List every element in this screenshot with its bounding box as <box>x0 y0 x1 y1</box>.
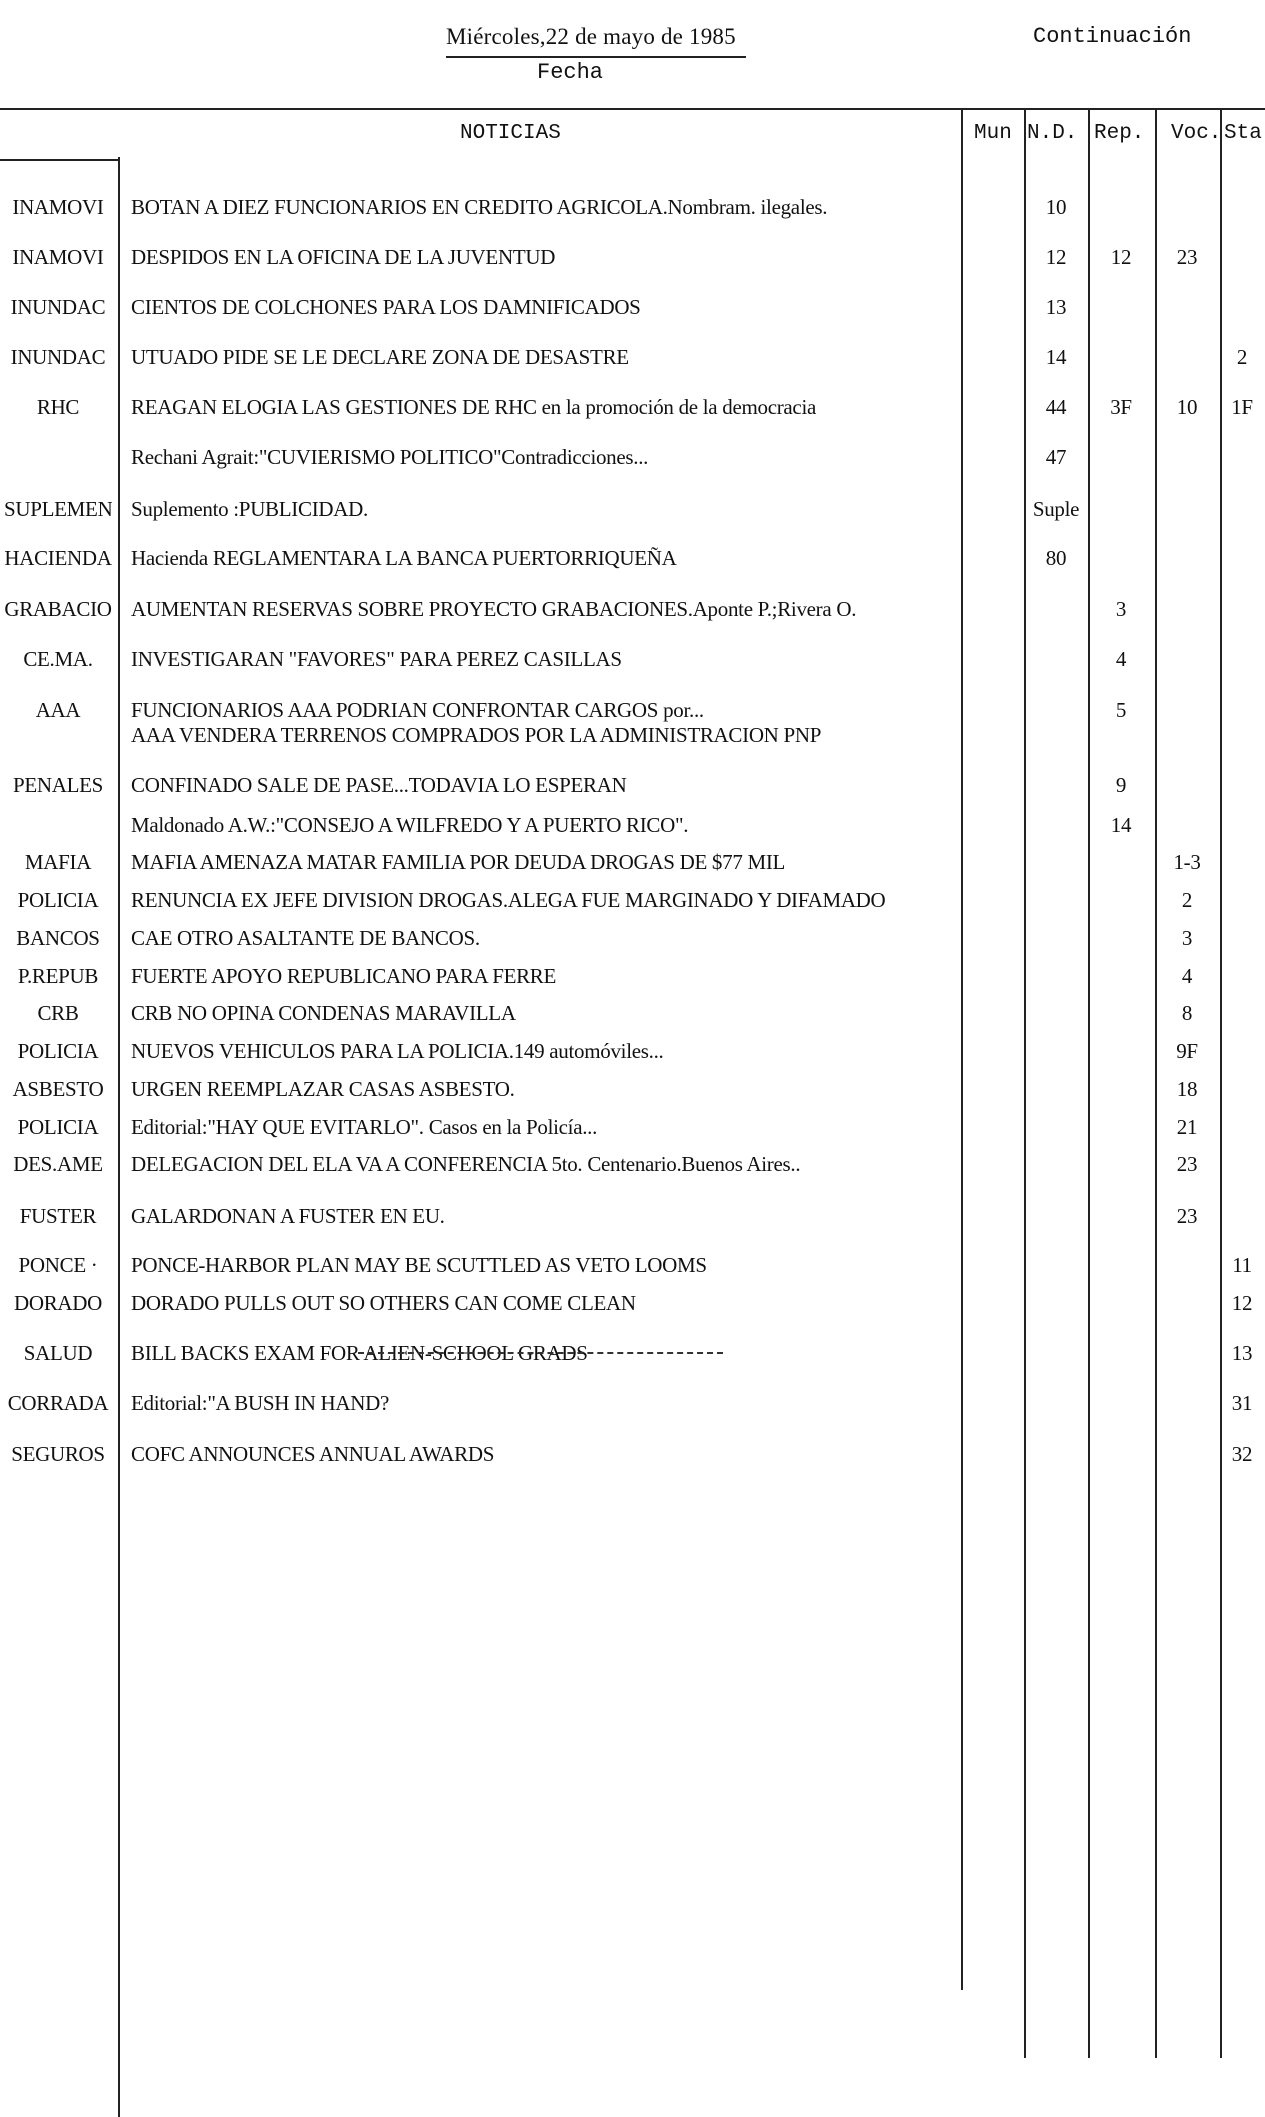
sta-cell: 2 <box>1236 345 1248 369</box>
table-row <box>0 697 1265 757</box>
news-cell-second-line: AAA VENDERA TERRENOS COMPRADOS POR LA ADMINISTRACION PNP <box>131 723 822 747</box>
voc-cell: 3 <box>1181 926 1193 950</box>
voc-cell: 23 <box>1176 1152 1198 1176</box>
topic-cell: BANCOS <box>16 926 100 950</box>
topic-cell: SALUD <box>23 1341 93 1365</box>
rep-cell: 14 <box>1110 813 1132 837</box>
sta-cell: 1F <box>1231 395 1253 419</box>
news-cell: CONFINADO SALE DE PASE...TODAVIA LO ESPERAN <box>131 773 627 797</box>
news-cell: GALARDONAN A FUSTER EN EU. <box>131 1204 445 1228</box>
topic-cell: DORADO <box>13 1291 103 1315</box>
topic-cell: DES.AME <box>13 1152 103 1176</box>
topic-cell: INAMOVI <box>12 195 104 219</box>
news-cell: CAE OTRO ASALTANTE DE BANCOS. <box>131 926 480 950</box>
table-row <box>0 545 1265 593</box>
news-cell: Editorial:"A BUSH IN HAND? <box>131 1391 390 1415</box>
nd-cell: Suple <box>1032 497 1080 521</box>
voc-cell: 2 <box>1181 888 1193 912</box>
table-row <box>0 1151 1265 1199</box>
news-cell: FUERTE APOYO REPUBLICANO PARA FERRE <box>131 964 557 988</box>
news-cell: DELEGACION DEL ELA VA A CONFERENCIA 5to. Centenario.Buenos Aires.. <box>131 1152 801 1176</box>
header-fecha-label: Fecha <box>537 60 604 85</box>
nd-cell: 13 <box>1045 295 1067 319</box>
news-cell: BOTAN A DIEZ FUNCIONARIOS EN CREDITO AGRICOLA.Nombram. ilegales. <box>131 195 828 219</box>
rep-cell: 5 <box>1115 698 1127 722</box>
sta-cell: 13 <box>1231 1341 1253 1365</box>
news-cell: URGEN REEMPLAZAR CASAS ASBESTO. <box>131 1077 515 1101</box>
column-header-sta: Sta <box>1224 122 1262 145</box>
topic-cell: CE.MA. <box>23 647 93 671</box>
table-row <box>0 1390 1265 1438</box>
news-cell: AUMENTAN RESERVAS SOBRE PROYECTO GRABACIONES.Aponte P.;Rivera O. <box>131 597 857 621</box>
voc-cell: 21 <box>1176 1115 1198 1139</box>
news-cell: PONCE-HARBOR PLAN MAY BE SCUTTLED AS VETO LOOMS <box>131 1253 707 1277</box>
topic-cell: CRB <box>37 1001 79 1025</box>
news-cell: Maldonado A.W.:"CONSEJO A WILFREDO Y A PUERTO RICO". <box>131 813 689 837</box>
nd-cell: 14 <box>1045 345 1067 369</box>
news-cell: CRB NO OPINA CONDENAS MARAVILLA <box>131 1001 516 1025</box>
end-dashed-line <box>358 1352 723 1354</box>
column-header-nd: N.D. <box>1027 122 1078 145</box>
table-row <box>0 1290 1265 1338</box>
news-cell: Suplemento :PUBLICIDAD. <box>131 497 368 521</box>
rep-cell: 9 <box>1115 773 1127 797</box>
news-cell: BILL BACKS EXAM FOR ALIEN-SCHOOL GRADS <box>131 1341 588 1365</box>
news-cell: DESPIDOS EN LA OFICINA DE LA JUVENTUD <box>131 245 556 269</box>
news-cell: Rechani Agrait:"CUVIERISMO POLITICO"Contradicciones... <box>131 445 649 469</box>
table-row <box>0 596 1265 644</box>
topic-cell: P.REPUB <box>17 964 99 988</box>
topic-cell: HACIENDA <box>4 546 112 570</box>
topic-cell: GRABACIO <box>4 597 112 621</box>
topic-cell: CORRADA <box>7 1391 109 1415</box>
table-row <box>0 244 1265 292</box>
topic-cell: INUNDAC <box>10 295 106 319</box>
topic-cell: AAA <box>35 698 81 722</box>
topic-cell: POLICIA <box>17 888 99 912</box>
table-row <box>0 194 1265 242</box>
topic-cell: SUPLEMEN <box>4 497 112 521</box>
nd-cell: 12 <box>1045 245 1067 269</box>
topic-cell: FUSTER <box>19 1204 97 1228</box>
table-row <box>0 1203 1265 1251</box>
topic-cell: RHC <box>36 395 80 419</box>
news-cell: RENUNCIA EX JEFE DIVISION DROGAS.ALEGA FUE MARGINADO Y DIFAMADO <box>131 888 886 912</box>
news-cell: DORADO PULLS OUT SO OTHERS CAN COME CLEAN <box>131 1291 636 1315</box>
nd-cell: 44 <box>1045 395 1067 419</box>
news-cell: UTUADO PIDE SE LE DECLARE ZONA DE DESASTRE <box>131 345 629 369</box>
news-cell: CIENTOS DE COLCHONES PARA LOS DAMNIFICADOS <box>131 295 641 319</box>
news-cell: MAFIA AMENAZA MATAR FAMILIA POR DEUDA DROGAS DE $77 MIL <box>131 850 786 874</box>
table-row <box>0 1340 1265 1388</box>
voc-cell: 10 <box>1176 395 1198 419</box>
nd-cell: 80 <box>1045 546 1067 570</box>
column-header-rep: Rep. <box>1094 122 1145 145</box>
news-cell: INVESTIGARAN "FAVORES" PARA PEREZ CASILLAS <box>131 647 622 671</box>
voc-cell: 4 <box>1181 964 1193 988</box>
nd-cell: 47 <box>1045 445 1067 469</box>
voc-cell: 8 <box>1181 1001 1193 1025</box>
header-date: Miércoles,22 de mayo de 1985 <box>446 24 736 49</box>
rep-cell: 3F <box>1110 395 1132 419</box>
news-cell: FUNCIONARIOS AAA PODRIAN CONFRONTAR CARGOS por... <box>131 698 704 722</box>
column-header-noticias: NOTICIAS <box>460 122 561 145</box>
rep-cell: 4 <box>1115 647 1127 671</box>
topic-cell: ASBESTO <box>12 1077 104 1101</box>
table-row <box>0 646 1265 694</box>
voc-cell: 18 <box>1176 1077 1198 1101</box>
header-continuation: Continuación <box>1033 24 1192 49</box>
topic-cell: MAFIA <box>24 850 92 874</box>
column-header-voc: Voc. <box>1171 122 1222 145</box>
table-row <box>0 294 1265 342</box>
news-cell: REAGAN ELOGIA LAS GESTIONES DE RHC en la promoción de la democracia <box>131 395 817 419</box>
voc-cell: 23 <box>1176 1204 1198 1228</box>
table-row <box>0 444 1265 492</box>
topic-cell: PENALES <box>12 773 104 797</box>
voc-cell: 23 <box>1176 245 1198 269</box>
topic-cell: INUNDAC <box>10 345 106 369</box>
news-cell: Hacienda REGLAMENTARA LA BANCA PUERTORRIQUEÑA <box>131 546 677 570</box>
table-row <box>0 1441 1265 1489</box>
topic-cell: SEGUROS <box>11 1442 105 1466</box>
table-row <box>0 496 1265 544</box>
sta-cell: 32 <box>1231 1442 1253 1466</box>
news-cell: NUEVOS VEHICULOS PARA LA POLICIA.149 automóviles... <box>131 1039 664 1063</box>
nd-cell: 10 <box>1045 195 1067 219</box>
voc-cell: 1-3 <box>1173 850 1201 874</box>
topic-cell: POLICIA <box>17 1039 99 1063</box>
news-cell: Editorial:"HAY QUE EVITARLO". Casos en la Policía... <box>131 1115 598 1139</box>
sta-cell: 12 <box>1231 1291 1253 1315</box>
sta-cell: 11 <box>1232 1253 1252 1277</box>
table-row <box>0 344 1265 392</box>
rep-cell: 12 <box>1110 245 1132 269</box>
table-row <box>0 394 1265 442</box>
sta-cell: 31 <box>1231 1391 1253 1415</box>
news-cell: COFC ANNOUNCES ANNUAL AWARDS <box>131 1442 495 1466</box>
topic-cell: PONCE · <box>18 1253 98 1277</box>
topic-cell: INAMOVI <box>12 245 104 269</box>
topic-cell: POLICIA <box>17 1115 99 1139</box>
column-header-mun: Mun <box>974 122 1012 145</box>
voc-cell: 9F <box>1176 1039 1198 1063</box>
rep-cell: 3 <box>1115 597 1127 621</box>
